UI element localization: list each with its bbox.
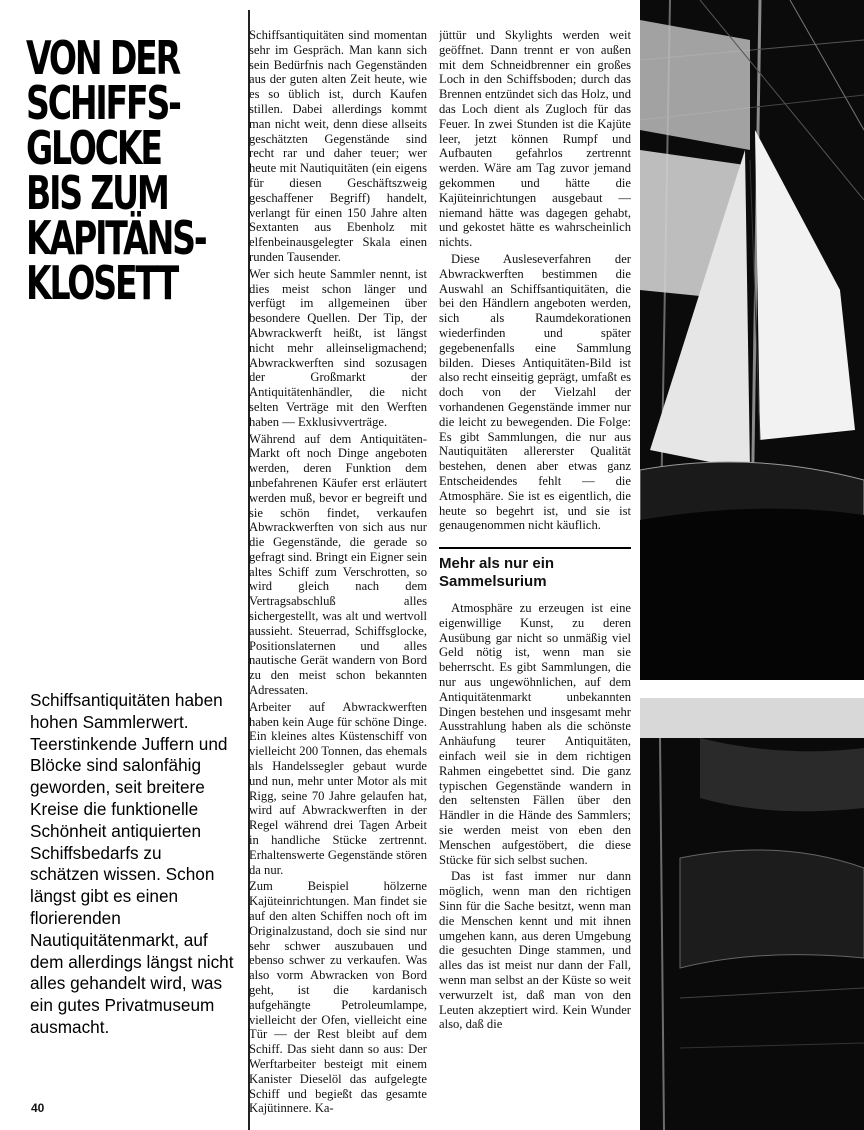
article-column-1: [249, 28, 427, 1116]
article-column-2: [439, 28, 631, 1116]
body-paragraph: Wer sich heute Sammler nennt, ist dies meist schon länger und verfügt im allgemeinen über besondere Quellen. Der Tip, der Abwrackwerft heißt, ist längst nicht mehr alleinseligmachend; Abwrackwerften sind sozusagen der Großmarkt der Antiquitätenhändler, die nicht selten Verträge mit den Werften haben — Exklusivverträge.: [249, 266, 427, 429]
ship-hull-icon: [640, 698, 864, 1130]
sailing-ship-icon: [640, 0, 864, 680]
page-number: 40: [31, 1101, 45, 1115]
headline-line: GLOCKE: [26, 121, 161, 175]
body-paragraph: Atmosphäre zu erzeugen ist eine eigenwillige Kunst, zu deren Ausübung gar nicht so unmäßig viel Geld nötig ist, wenn man sie beherrscht. Es gibt Sammlungen, die nur aus ungewöhnlichen, auf dem Antiquitätenmarkt unbekannten Dingen bestehen und insgesamt mehr Ausstrahlung haben als die schönste Anhäufung teurer Antiquitäten, einfach weil sie in dem richtigen Rahmen eingebettet sind. Die ganz typischen Gegenstände wandern in den seltensten Fällen über den Händler in die Hände des Sammlers; sie werden meist von eben den Menschen aufgestöbert, die diese Stücke für sich selbst suchen.: [439, 601, 631, 867]
body-paragraph: Während auf dem Antiquitäten-Markt oft noch Dinge angeboten werden, deren Funktion dem unbefahrenen Käufer erst erläutert werden muß, bevor er begreift und sie schön findet, verkaufen Abwrackwerften von sich aus nur die Gegenstände, die gerade so gefragt sind. Bringt ein Eigner sein altes Schiff zum Verschrotten, so wird gleich nach dem Vertragsabschluß alles sichergestellt, was alt und wertvoll aussieht. Steuerrad, Schiffsglocke, Positionslaternen und alles nautische Gerät wandern von Bord zu den meist schon bekannten Adressaten.: [249, 431, 427, 698]
headline-line: VON DER: [26, 31, 179, 85]
sailing-ship-photo: [640, 0, 864, 680]
body-paragraph: jüttür und Skylights werden weit geöffnet. Dann trennt er von außen mit dem Schneidbrenner ein großes Loch in den Schiffsboden; durch das Brennen entzündet sich das Holz, und das Loch dient als Zugloch für das Feuer. In zwei Stunden ist die Kajüte leer, jetzt können Rumpf und Aufbauten gefahrlos zertrennt werden. Wäre am Tag zuvor jemand gekommen und hätte die Kajüteinrichtungen ausgebaut — niemand hätte was dagegen gehabt, und gekostet hätte es wahrscheinlich nichts.: [439, 28, 631, 250]
headline-line: KLOSETT: [26, 256, 178, 310]
ship-hull-photo: [640, 698, 864, 1130]
article-headline: [26, 31, 206, 310]
body-paragraph: Schiffsantiquitäten sind momentan sehr im Gespräch. Man kann sich sein Bedürfnis nach Gegenständen aus der guten alten Zeit heute, wie es so üblich ist, durch Kaufen stillen. Dabei allerdings kommt man nicht weit, denn diese allseits geschätzten Gegenstände sind recht rar und daher teuer; wer heute mit Nautiquitäten (ein eigens für diesen Geschäftszweig geschaffener Begriff) handelt, verlangt für einen 150 Jahre alten Sextanten aus Ebenholz mit elfenbeinausgelegter Skala einen runden Tausender.: [249, 28, 427, 264]
headline-line: KAPITÄNS-: [26, 211, 206, 265]
body-paragraph: Arbeiter auf Abwrackwerften haben kein Auge für schöne Dinge. Ein kleines altes Küstenschiff von vielleicht 200 Tonnen, das ehemals als Handelssegler gebaut wurde und nun, mehr unter Motor als mit Rigg, seine 70 Jahre gelaufen hat, wird auf Abwrackwerften in der Regel während drei Tagen Arbeit in handliche Stücke zertrennt. Erhaltenswerte Gegenstände stören da nur.: [249, 699, 427, 877]
headline-line: SCHIFFS-: [26, 76, 180, 130]
body-paragraph: Das ist fast immer nur dann möglich, wenn man den richtigen Sinn für die Sache besitzt, wenn man die Menschen kennt und mit ihnen umgehen kann, aus deren Umgebung die gesuchten Dinge stammen, und alles das ist meist nur dann der Fall, wenn man selbst an der Küste so weit verwurzelt ist, daß man von den Leuten akzeptiert wird. Kein Wunder also, daß die: [439, 869, 631, 1032]
headline-line: BIS ZUM: [26, 166, 168, 220]
section-subheading: Mehr als nur ein Sammelsurium: [439, 547, 631, 591]
article-teaser: Schiffsantiquitäten haben hohen Sammlerwert. Teerstinkende Juffern und Blöcke sind salonfähig geworden, seit breitere Kreise die funktionelle Schönheit antiquierten Schiffsbedarfs zu schätzen wissen. Schon längst gibt es einen florierenden Nautiquitätenmarkt, auf dem allerdings längst nicht alles gehandelt wird, was ein gutes Privatmuseum ausmacht.: [30, 690, 234, 1037]
body-paragraph: Zum Beispiel hölzerne Kajüteinrichtungen. Man findet sie auf den alten Schiffen noch oft im Originalzustand, doch sie sind nur sehr schwer auszubauen und ebenso schwer zu verkaufen. Was also vorm Abwracken von Bord geht, ist die kardanisch aufgehängte Petroleumlampe, vielleicht der Ofen, vielleicht eine Tür — der Rest bleibt auf dem Schiff. Das sieht dann so aus: Der Werftarbeiter besteigt mit einem Kanister Dieselöl das aufgelegte Schiff und begießt das gesamte Kajütinnere. Ka-: [249, 879, 427, 1116]
body-paragraph: Diese Ausleseverfahren der Abwrackwerften bestimmen die Auswahl an Schiffsantiquitäten, die bei den Händlern angeboten werden, sich als Raumdekorationen wiederfinden und später gegebenenfalls eine Sammlung bilden. Dieses Antiquitäten-Bild ist also recht einseitig geprägt, umfaßt es doch von der Vielzahl der vorhandenen Gegenstände immer nur die leicht zu bewegenden. Die Folge: Es gibt Sammlungen, die nur aus Nautiquitäten allererster Qualität bestehen, denen aber etwas ganz Entscheidendes fehlt — die Atmosphäre. Sie ist es eigentlich, die heute so begehrt ist, und sie ist genaugenommen nicht käuflich.: [439, 251, 631, 533]
